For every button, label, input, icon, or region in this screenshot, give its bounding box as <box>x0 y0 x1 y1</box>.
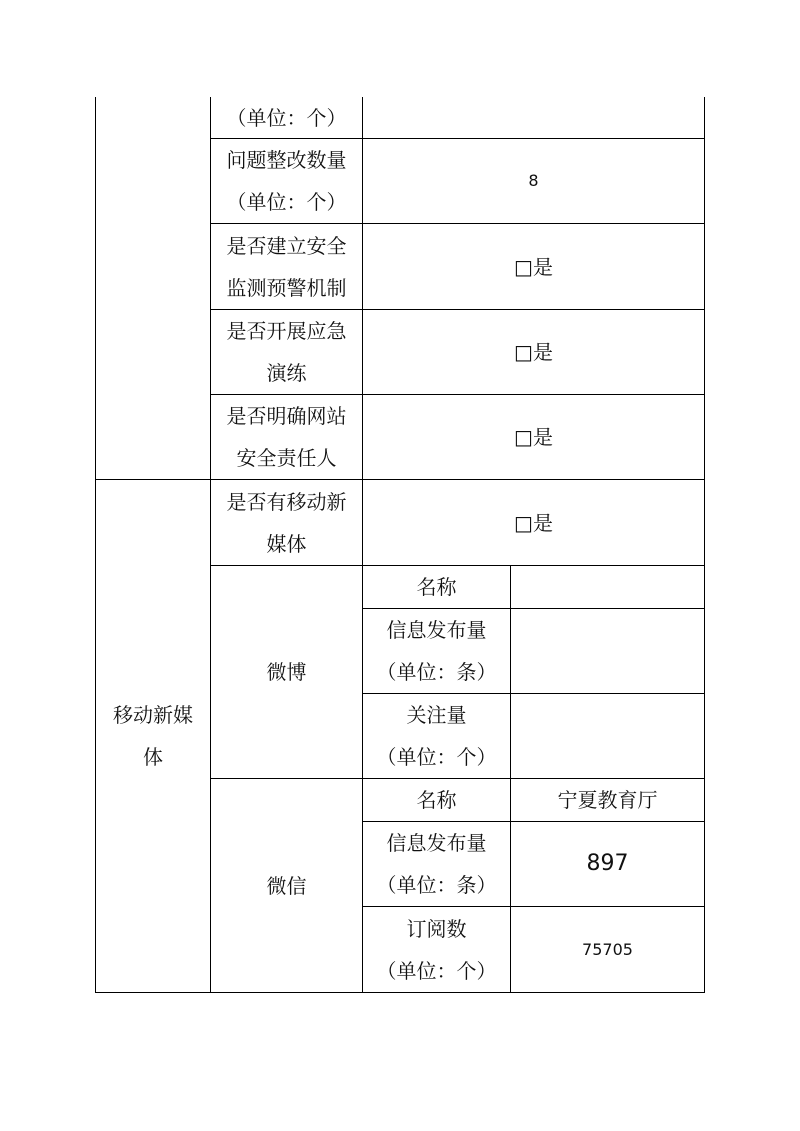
mobile-media-section-label: 移动新媒 体 <box>113 703 193 769</box>
issues-fixed-value: 8 <box>528 171 539 190</box>
weibo-posts-label: 信息发布量 （单位：条） <box>376 618 497 684</box>
emergency-drill-label: 是否开展应急 演练 <box>226 319 347 385</box>
wechat-subscribers-value: 75705 <box>582 939 633 959</box>
wechat-posts-value: 897 <box>586 851 629 876</box>
wechat-name-label: 名称 <box>416 788 457 812</box>
row-unit-label: （单位：个） <box>226 105 347 130</box>
wechat-label: 微信 <box>266 873 307 898</box>
security-officer-checkbox[interactable]: □是 <box>514 425 553 449</box>
has-mobile-media-checkbox[interactable]: □是 <box>514 510 553 535</box>
weibo-posts-value <box>511 609 704 693</box>
wechat-subscribers-label: 订阅数 （单位：个） <box>376 916 497 983</box>
weibo-label: 微博 <box>266 660 307 684</box>
wechat-posts-label: 信息发布量 （单位：条） <box>376 831 497 897</box>
weibo-name-value <box>511 566 704 608</box>
emergency-drill-checkbox[interactable]: □是 <box>514 340 553 364</box>
monitoring-mechanism-checkbox[interactable]: □是 <box>514 254 553 279</box>
weibo-followers-label: 关注量 （单位：个） <box>376 703 497 769</box>
monitoring-mechanism-label: 是否建立安全 监测预警机制 <box>226 233 347 300</box>
weibo-name-label: 名称 <box>416 575 457 599</box>
wechat-name-value: 宁夏教育厅 <box>557 788 658 812</box>
issues-fixed-label: 问题整改数量 （单位：个） <box>226 148 347 214</box>
has-mobile-media-label: 是否有移动新 媒体 <box>226 489 347 556</box>
weibo-followers-value <box>511 694 704 778</box>
security-officer-label: 是否明确网站 安全责任人 <box>226 404 347 470</box>
